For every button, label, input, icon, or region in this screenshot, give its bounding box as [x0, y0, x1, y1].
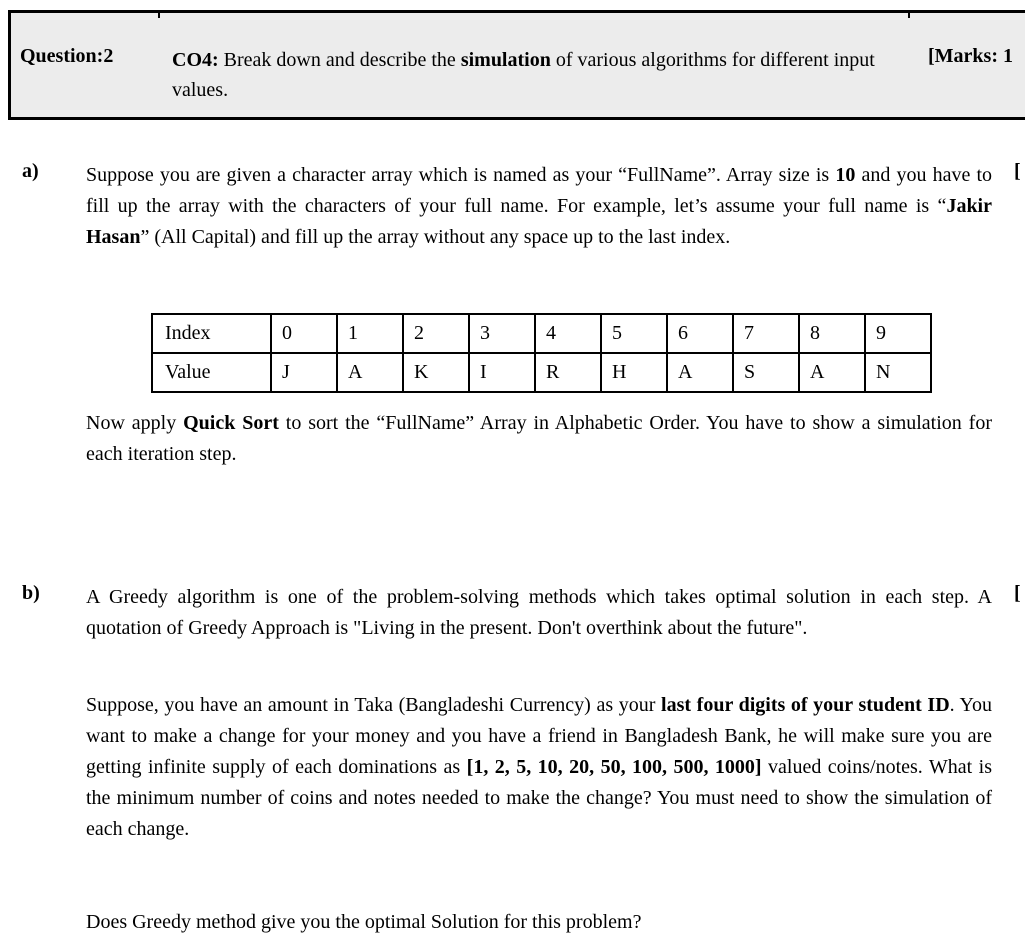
- part-a-label: a): [22, 160, 39, 182]
- value-header: Value: [152, 353, 271, 392]
- value-cell: A: [337, 353, 403, 392]
- value-cell: S: [733, 353, 799, 392]
- index-header: Index: [152, 314, 271, 353]
- index-cell: 5: [601, 314, 667, 353]
- part-b-paragraph-2: [86, 690, 992, 845]
- part-b-label: b): [22, 582, 40, 604]
- index-cell: 6: [667, 314, 733, 353]
- denominations: [1, 2, 5, 10, 20, 50, 100, 500, 1000]: [466, 756, 762, 778]
- index-row: [152, 314, 931, 353]
- text-run: and you have to fill up the array with the characters of your full name. For example, let’s assume your full name is “: [86, 164, 993, 217]
- part-a-paragraph-1: [86, 160, 992, 253]
- co-text-2: of various algorithms for different input values.: [172, 49, 875, 101]
- value-cell: A: [667, 353, 733, 392]
- part-b-marks-bracket: [: [1014, 582, 1021, 604]
- text-run: Now apply: [86, 412, 177, 434]
- student-id-phrase: last four digits of your student ID: [661, 694, 950, 716]
- course-outcome: [172, 45, 892, 105]
- index-cell: 7: [733, 314, 799, 353]
- header-divider-tick: [908, 10, 910, 18]
- co-text-bold: simulation: [460, 49, 551, 71]
- marks-label: [Marks: 1: [928, 45, 1013, 67]
- text-run: ” (All Capital) and fill up the array without any space up to the last index.: [140, 226, 731, 248]
- index-cell: 0: [271, 314, 337, 353]
- example-name: Jakir Hasan: [86, 195, 992, 248]
- value-cell: A: [799, 353, 865, 392]
- text-run: Suppose you are given a character array which is named as your “FullName”. Array size is: [86, 164, 830, 186]
- co-code: CO4:: [172, 49, 219, 71]
- index-cell: 4: [535, 314, 601, 353]
- value-cell: R: [535, 353, 601, 392]
- question-number: Question:2: [20, 45, 114, 67]
- text-run: to sort the “FullName” Array in Alphabetic Order. You have to show a simulation for each iteration step.: [86, 412, 992, 465]
- algorithm-name: Quick Sort: [183, 412, 279, 434]
- index-cell: 8: [799, 314, 865, 353]
- part-b-paragraph-3: Does Greedy method give you the optimal Solution for this problem?: [86, 911, 642, 933]
- text-run: valued coins/notes. What is the minimum number of coins and notes needed to make the change? You must need to show the simulation of each change.: [86, 756, 992, 840]
- text-run: Suppose, you have an amount in Taka (Bangladeshi Currency) as your: [86, 694, 656, 716]
- co-text-1: Break down and describe the: [223, 49, 456, 71]
- index-cell: 9: [865, 314, 931, 353]
- text-run: . You want to make a change for your money and you have a friend in Bangladesh Bank, he will make sure you are getting infinite supply of each dominations as: [86, 694, 993, 778]
- part-a-paragraph-2: [86, 408, 992, 470]
- value-cell: N: [865, 353, 931, 392]
- header-divider-tick: [158, 10, 160, 18]
- value-cell: K: [403, 353, 469, 392]
- part-b-paragraph-1: A Greedy algorithm is one of the problem-solving methods which takes optimal solution in each step. A quotation of Greedy Approach is "Living in the present. Don't overthink about the future".: [86, 586, 992, 639]
- value-row: [152, 353, 931, 392]
- value-cell: H: [601, 353, 667, 392]
- index-cell: 2: [403, 314, 469, 353]
- value-cell: I: [469, 353, 535, 392]
- fullname-array-table: [151, 313, 932, 393]
- index-cell: 3: [469, 314, 535, 353]
- value-cell: J: [271, 353, 337, 392]
- index-cell: 1: [337, 314, 403, 353]
- array-size: 10: [835, 164, 856, 186]
- part-a-marks-bracket: [: [1014, 160, 1021, 182]
